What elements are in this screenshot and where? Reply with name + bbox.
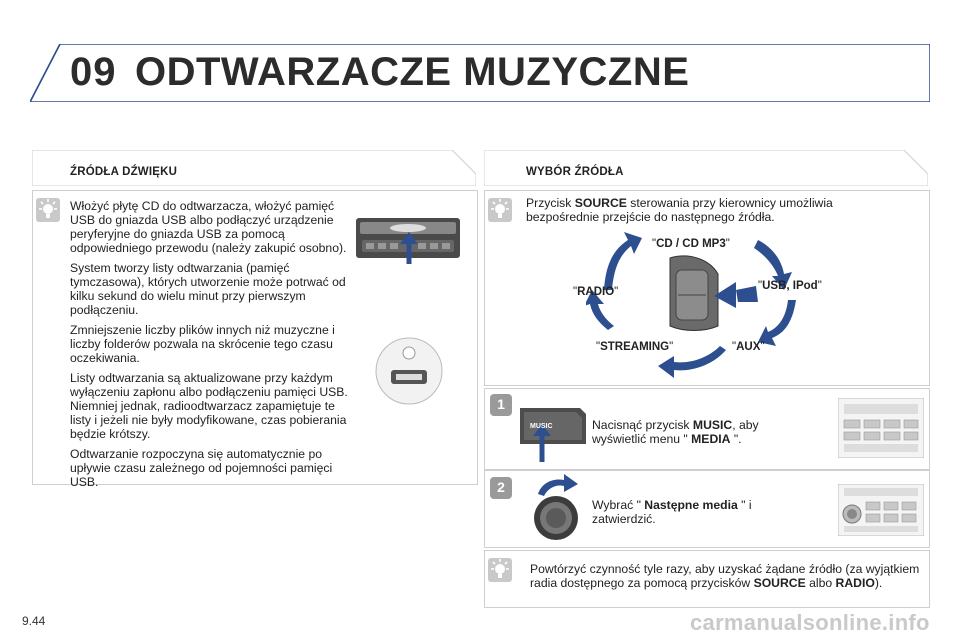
paragraph-updates: Listy odtwarzania są aktualizowane przy każdym wyłączeniu zapłonu albo podłączeniu pamięci USB. Niemniej jednak, radioodtwarzacz zapamiętuje te listy i jeżeli nie były modyfikowane, czas pobierania będzie krótszy. [70, 371, 348, 441]
radio-front-panel-illustration [838, 398, 924, 458]
source-intro: Przycisk SOURCE sterowania przy kierownicy umożliwia bezpośrednie przejście do następnego źródła. [526, 196, 833, 224]
source-label-usb: "USB, IPod" [758, 280, 822, 292]
left-heading: ŹRÓDŁA DŹWIĘKU [70, 166, 178, 178]
source-label-cd: "CD / CD MP3" [652, 238, 730, 250]
music-button-label: MUSIC [530, 423, 553, 430]
step1-number: 1 [497, 396, 505, 412]
page-title: ODTWARZACZE MUZYCZNE [135, 50, 690, 94]
cd-player-illustration [356, 212, 460, 266]
info-bulb-icon [488, 558, 512, 582]
music-button-illustration [520, 404, 590, 464]
watermark: carmanualsonline.info [690, 610, 930, 635]
page-number: 9.44 [22, 614, 46, 628]
paragraph-playlists: System tworzy listy odtwarzania (pamięć tymczasowa), których utworzenie może potrwać od kilku sekund do wielu minut przy pierwszym podłączeniu. [70, 261, 346, 317]
source-label-aux: "AUX" [732, 341, 765, 353]
source-keyword: SOURCE [574, 196, 627, 210]
paragraph-reduce-files: Zmniejszenie liczby plików innych niż muzyczne i liczby folderów pozwala na skrócenie tego czasu oczekiwania. [70, 323, 335, 365]
left-text [70, 199, 352, 495]
info-bulb-icon [36, 198, 60, 222]
paragraph-autoplay: Odtwarzanie rozpoczyna się automatycznie po upływie czasu zależnego od pojemności pamięci USB. [70, 447, 333, 489]
step2-number: 2 [497, 479, 505, 495]
cycle-arrow-icon [758, 300, 796, 346]
right-heading: WYBÓR ŹRÓDŁA [526, 166, 624, 178]
source-label-streaming: "STREAMING" [596, 341, 674, 353]
rotate-arrow-icon [538, 474, 578, 496]
cycle-arrow-icon [604, 232, 642, 290]
rotary-knob-illustration [524, 474, 588, 542]
source-label-radio: "RADIO" [573, 286, 619, 298]
usb-port-illustration [374, 336, 444, 406]
footer-text: Powtórzyć czynność tyle razy, aby uzyskać żądane źródło (za wyjątkiem radia dostępnego za pomocą przycisków SOURCE albo RADIO). [530, 562, 920, 590]
radio-control-panel-illustration [838, 484, 924, 536]
chapter-number: 09 [70, 50, 117, 94]
source-cycle-diagram [586, 230, 816, 380]
step1-text: Nacisnąć przycisk MUSIC, aby wyświetlić menu " MEDIA ". [592, 418, 759, 446]
step2-text: Wybrać " Następne media " i zatwierdzić. [592, 498, 752, 526]
info-bulb-icon [488, 198, 512, 222]
paragraph-insert-media: Włożyć płytę CD do odtwarzacza, włożyć pamięć USB do gniazda USB albo podłączyć urządzenie peryferyjne do gniazda USB za pomocą odpowiedniego przewodu (należy zakupić osobno). [70, 199, 347, 255]
